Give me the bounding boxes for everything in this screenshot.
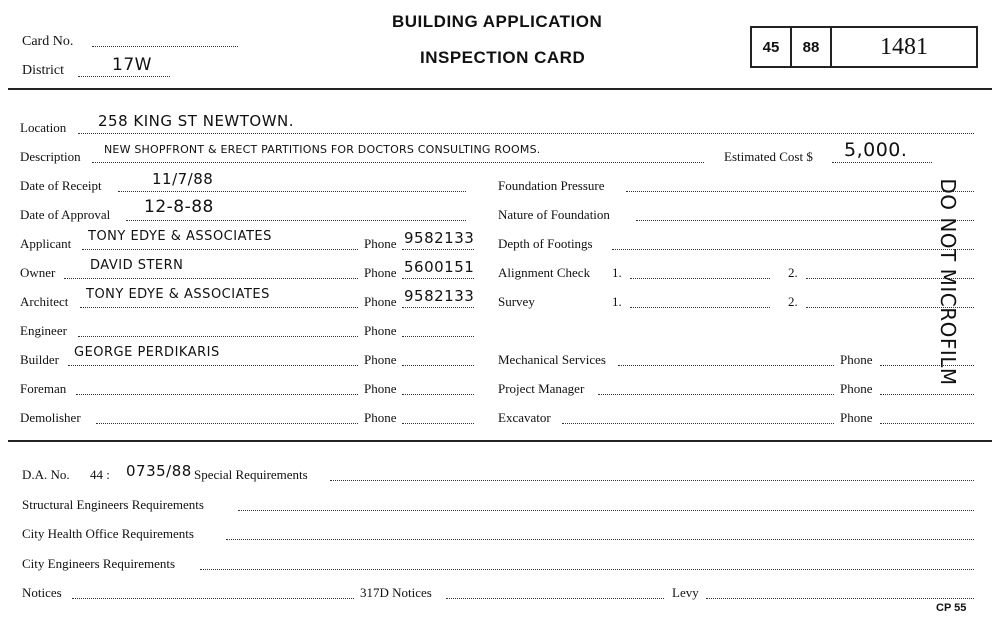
architect-phone-value: 9582133 — [404, 287, 475, 305]
applicant-phone-line — [402, 249, 474, 250]
side-note: DO NOT MICROFILM — [936, 178, 960, 386]
code-box-2: 88 — [790, 26, 832, 68]
applicant-line — [82, 249, 358, 250]
alignment-check-line-1 — [630, 278, 770, 279]
notices-label: Notices — [22, 585, 62, 600]
engineer-line — [78, 336, 358, 337]
date-approval-label: Date of Approval — [20, 207, 111, 222]
district-line — [78, 76, 170, 77]
project-manager-line — [598, 394, 834, 395]
survey-num-2: 2. — [788, 294, 798, 309]
estimated-cost-line — [832, 162, 932, 163]
architect-line — [80, 307, 358, 308]
structural-line — [238, 510, 974, 511]
da-no-label: D.A. No. — [22, 467, 70, 482]
code-box-1: 45 — [750, 26, 792, 68]
mechanical-label: Mechanical Services — [498, 352, 606, 367]
excavator-phone-line — [880, 423, 974, 424]
health-line — [226, 539, 974, 540]
builder-label: Builder — [20, 352, 59, 367]
card-no-label: Card No. — [22, 34, 74, 49]
location-value: 258 KING ST NEWTOWN. — [98, 112, 295, 130]
project-manager-phone-label: Phone — [840, 381, 873, 396]
depth-footings-label: Depth of Footings — [498, 236, 593, 251]
nature-foundation-label: Nature of Foundation — [498, 207, 610, 222]
description-line — [92, 162, 704, 163]
levy-line — [706, 598, 974, 599]
form-code: CP 55 — [936, 602, 967, 614]
district-value: 17W — [112, 55, 152, 75]
foreman-phone-label: Phone — [364, 381, 397, 396]
alignment-check-label: Alignment Check — [498, 265, 591, 280]
date-receipt-label: Date of Receipt — [20, 178, 102, 193]
applicant-value: TONY EDYE & ASSOCIATES — [88, 229, 272, 244]
engineer-label: Engineer — [20, 323, 67, 338]
nature-foundation-line — [636, 220, 974, 221]
foundation-pressure-label: Foundation Pressure — [498, 178, 605, 193]
da-no-prefix: 44 : — [90, 467, 110, 482]
excavator-phone-label: Phone — [840, 410, 873, 425]
location-label: Location — [20, 120, 67, 135]
title-line-1: BUILDING APPLICATION — [392, 12, 603, 31]
city-engineers-label: City Engineers Requirements — [22, 556, 176, 571]
builder-value: GEORGE PERDIKARIS — [74, 345, 220, 360]
applicant-phone-label: Phone — [364, 236, 397, 251]
city-engineers-line — [200, 569, 974, 570]
applicant-label: Applicant — [20, 236, 72, 251]
mechanical-phone-label: Phone — [840, 352, 873, 367]
317d-notices-line — [446, 598, 664, 599]
description-label: Description — [20, 149, 81, 164]
owner-line — [64, 278, 358, 279]
owner-phone-label: Phone — [364, 265, 397, 280]
date-receipt-value: 11/7/88 — [152, 170, 214, 188]
builder-line — [68, 365, 358, 366]
excavator-line — [562, 423, 834, 424]
date-approval-line — [126, 220, 466, 221]
survey-num-1: 1. — [612, 294, 622, 309]
district-label: District — [22, 63, 64, 78]
estimated-cost-value: 5,000. — [844, 139, 908, 161]
foreman-phone-line — [402, 394, 474, 395]
notices-line — [72, 598, 354, 599]
architect-label: Architect — [20, 294, 69, 309]
alignment-check-num-1: 1. — [612, 265, 622, 280]
owner-phone-value: 5600151 — [404, 258, 475, 276]
mechanical-line — [618, 365, 834, 366]
health-label: City Health Office Requirements — [22, 526, 194, 541]
levy-label: Levy — [672, 585, 699, 600]
demolisher-label: Demolisher — [20, 410, 81, 425]
owner-phone-line — [402, 278, 474, 279]
depth-footings-line — [612, 249, 974, 250]
demolisher-phone-label: Phone — [364, 410, 397, 425]
applicant-phone-value: 9582133 — [404, 229, 475, 247]
da-no-value: 0735/88 — [126, 462, 192, 480]
header-divider — [8, 88, 992, 90]
foundation-pressure-line — [626, 191, 974, 192]
317d-notices-label: 317D Notices — [360, 585, 432, 600]
foreman-label: Foreman — [20, 381, 67, 396]
engineer-phone-line — [402, 336, 474, 337]
location-line — [78, 133, 974, 134]
card-number-box: 1481 — [830, 26, 978, 68]
foreman-line — [76, 394, 358, 395]
card-no-line — [92, 46, 238, 47]
date-approval-value: 12-8-88 — [144, 197, 214, 217]
survey-label: Survey — [498, 294, 535, 309]
special-requirements-line — [330, 480, 974, 481]
date-receipt-line — [118, 191, 466, 192]
demolisher-line — [96, 423, 358, 424]
estimated-cost-label: Estimated Cost $ — [724, 149, 813, 164]
survey-line-1 — [630, 307, 770, 308]
architect-value: TONY EDYE & ASSOCIATES — [86, 287, 270, 302]
alignment-check-num-2: 2. — [788, 265, 798, 280]
builder-phone-label: Phone — [364, 352, 397, 367]
engineer-phone-label: Phone — [364, 323, 397, 338]
description-value: NEW SHOPFRONT & ERECT PARTITIONS FOR DOCTORS CONSULTING ROOMS. — [104, 143, 541, 156]
architect-phone-line — [402, 307, 474, 308]
title-line-2: INSPECTION CARD — [420, 48, 586, 67]
owner-label: Owner — [20, 265, 56, 280]
excavator-label: Excavator — [498, 410, 551, 425]
section-divider — [8, 440, 992, 442]
architect-phone-label: Phone — [364, 294, 397, 309]
structural-label: Structural Engineers Requirements — [22, 497, 204, 512]
owner-value: DAVID STERN — [90, 258, 184, 273]
special-requirements-label: Special Requirements — [194, 467, 308, 482]
demolisher-phone-line — [402, 423, 474, 424]
builder-phone-line — [402, 365, 474, 366]
project-manager-label: Project Manager — [498, 381, 585, 396]
